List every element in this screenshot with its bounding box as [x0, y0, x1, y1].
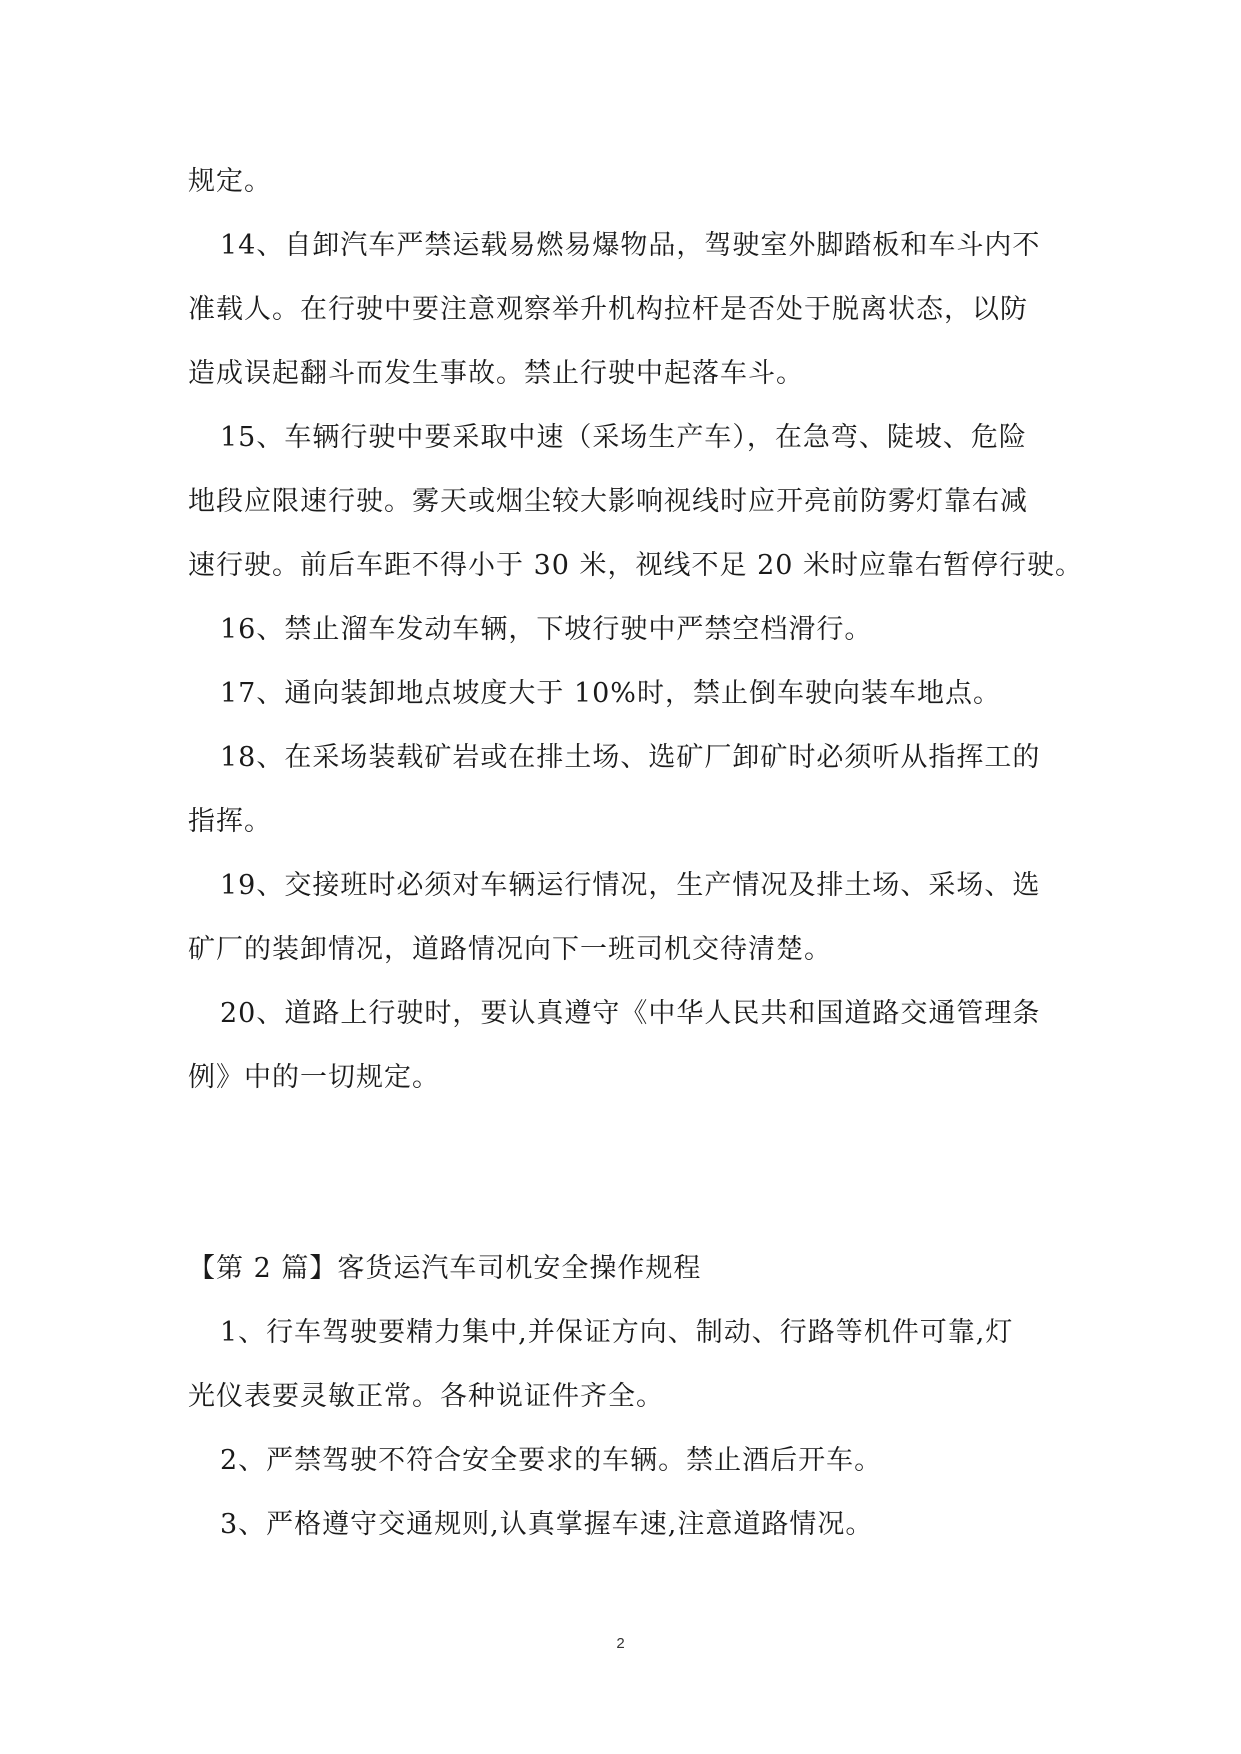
text-line: 矿厂的装卸情况，道路情况向下一班司机交待清楚。 — [188, 934, 832, 965]
text-line: 准载人。在行驶中要注意观察举升机构拉杆是否处于脱离状态，以防 — [188, 294, 1028, 325]
text-line: 速行驶。前后车距不得小于 30 米，视线不足 20 米时应靠右暂停行驶。 — [188, 550, 1084, 581]
text-line: 规定。 — [188, 166, 272, 197]
text-line: 地段应限速行驶。雾天或烟尘较大影响视线时应开亮前防雾灯靠右减 — [188, 486, 1028, 517]
text-line: 15、车辆行驶中要采取中速（采场生产车），在急弯、陡坡、危险 — [220, 422, 1027, 453]
text-line: 14、自卸汽车严禁运载易燃易爆物品，驾驶室外脚踏板和车斗内不 — [220, 230, 1041, 261]
text-line: 造成误起翻斗而发生事故。禁止行驶中起落车斗。 — [188, 358, 804, 389]
document-body — [188, 150, 1084, 1557]
text-line: 例》中的一切规定。 — [188, 1062, 440, 1093]
section-heading: 【第 2 篇】客货运汽车司机安全操作规程 — [188, 1253, 702, 1284]
text-line: 17、通向装卸地点坡度大于 10%时，禁止倒车驶向装车地点。 — [220, 678, 1001, 709]
text-line: 19、交接班时必须对车辆运行情况，生产情况及排土场、采场、选 — [220, 870, 1041, 901]
text-line: 16、禁止溜车发动车辆，下坡行驶中严禁空档滑行。 — [220, 614, 873, 645]
text-line: 1、行车驾驶要精力集中,并保证方向、制动、行路等机件可靠,灯 — [220, 1317, 1014, 1348]
text-line: 3、严格遵守交通规则,认真掌握车速,注意道路情况。 — [220, 1509, 874, 1540]
page-number: 2 — [616, 1635, 625, 1652]
text-line: 光仪表要灵敏正常。各种说证件齐全。 — [188, 1381, 664, 1412]
text-line: 18、在采场装载矿岩或在排土场、选矿厂卸矿时必须听从指挥工的 — [220, 742, 1041, 773]
text-line: 2、严禁驾驶不符合安全要求的车辆。禁止酒后开车。 — [220, 1445, 883, 1476]
text-line: 20、道路上行驶时，要认真遵守《中华人民共和国道路交通管理条 — [220, 998, 1041, 1029]
section-gap — [188, 1110, 1048, 1237]
text-line: 指挥。 — [188, 806, 272, 837]
